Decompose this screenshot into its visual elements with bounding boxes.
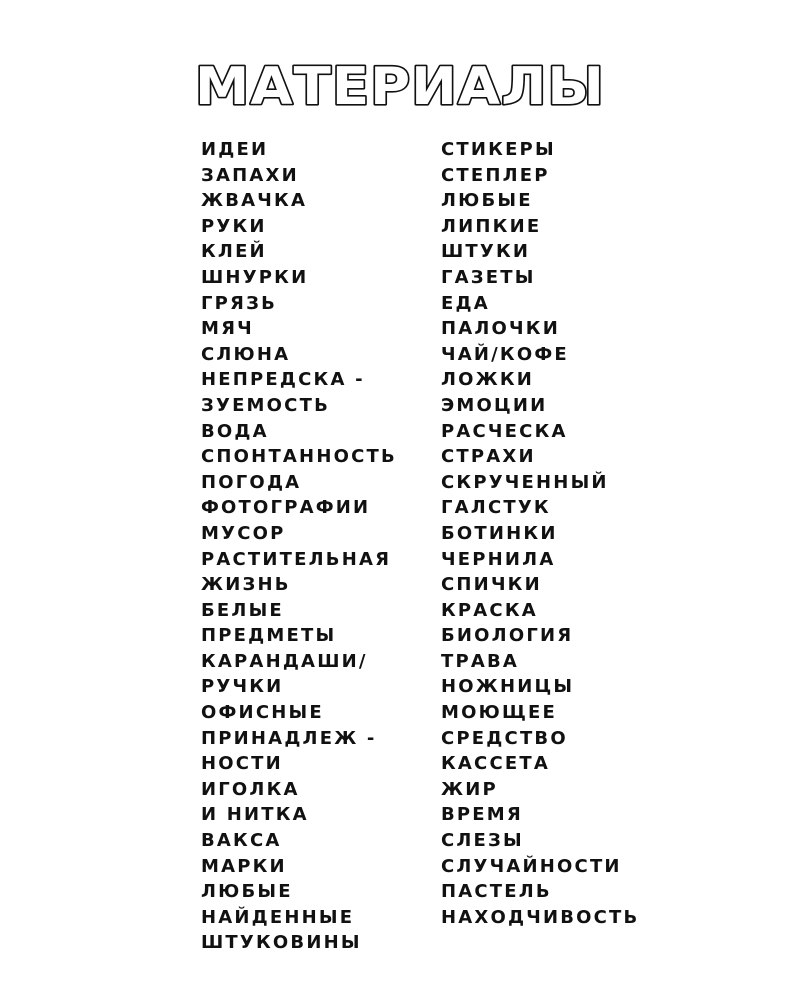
list-item: ШНУРКИ [201, 266, 309, 288]
list-item: СПОНТАННОСТЬ [201, 446, 397, 468]
list-item: КАРАНДАШИ/ [201, 650, 368, 672]
title-block [0, 52, 800, 122]
list-item: НОСТИ [201, 753, 283, 775]
list-item: МУСОР [201, 522, 286, 544]
materials-list-left [201, 137, 436, 956]
list-item: ЖИР [441, 778, 498, 800]
list-item: ИДЕИ [201, 139, 269, 160]
list-item: И НИТКА [201, 804, 309, 826]
list-item: ВАКСА [201, 830, 282, 852]
list-item: НАХОДЧИВОСТЬ [441, 906, 640, 928]
list-item: БИОЛОГИЯ [441, 625, 574, 647]
list-item: ПРИНАДЛЕЖ - [201, 727, 377, 749]
list-item: ГАЛСТУК [441, 497, 551, 519]
list-item: МЯЧ [201, 318, 254, 340]
list-item: ЭМОЦИИ [441, 394, 548, 416]
list-item: МАРКИ [201, 855, 287, 877]
list-item: ЛЮБЫЕ [441, 190, 533, 212]
list-item: СКРУЧЕННЫЙ [441, 471, 609, 493]
list-item: ВРЕМЯ [441, 804, 523, 826]
outlined-title [180, 52, 620, 122]
list-item: ПАЛОЧКИ [441, 318, 560, 340]
list-item: СЛЮНА [201, 343, 291, 365]
list-item: ГРЯЗЬ [201, 292, 278, 314]
list-item: ОФИСНЫЕ [201, 702, 324, 724]
list-item: ФОТОГРАФИИ [201, 497, 371, 519]
list-item: ЛЮБЫЕ [201, 881, 293, 903]
list-item: ЧАЙ/КОФЕ [441, 343, 569, 365]
list-item: РУЧКИ [201, 676, 284, 698]
list-item: КЛЕЙ [201, 241, 267, 263]
list-item: НЕПРЕДСКА - [201, 369, 365, 391]
list-item: РУКИ [201, 215, 267, 237]
list-item: ПРЕДМЕТЫ [201, 625, 337, 647]
list-item: ПОГОДА [201, 471, 302, 493]
list-item: РАСТИТЕЛЬНАЯ [201, 548, 392, 570]
list-item: ЧЕРНИЛА [441, 548, 556, 570]
list-item: НАЙДЕННЫЕ [201, 906, 355, 928]
list-item: ЛОЖКИ [441, 369, 535, 391]
list-item: ЗАПАХИ [201, 164, 299, 186]
materials-list-right [441, 137, 691, 930]
list-item: СТРАХИ [441, 446, 536, 468]
list-item: ШТУКИ [441, 241, 531, 263]
list-item: ЗУЕМОСТЬ [201, 394, 330, 416]
list-item: СТЕПЛЕР [441, 164, 550, 186]
list-item: ПАСТЕЛЬ [441, 881, 552, 903]
list-item: ЖИЗНЬ [201, 574, 291, 596]
list-item: ГАЗЕТЫ [441, 266, 536, 288]
list-item: РАСЧЕСКА [441, 420, 568, 442]
list-item: ИГОЛКА [201, 778, 300, 800]
list-item: ТРАВА [441, 650, 520, 672]
list-item: СЛЕЗЫ [441, 830, 524, 852]
list-item: ЕДА [441, 292, 490, 314]
list-item: НОЖНИЦЫ [441, 676, 575, 698]
list-item: БОТИНКИ [441, 522, 558, 544]
list-item: КРАСКА [441, 599, 538, 621]
list-item: МОЮЩЕЕ [441, 702, 557, 724]
page-title: МАТЕРИАЛЫ [195, 57, 605, 117]
list-item: СТИКЕРЫ [441, 139, 556, 160]
list-item: КАССЕТА [441, 753, 550, 775]
list-item: ЛИПКИЕ [441, 215, 542, 237]
list-item: ШТУКОВИНЫ [201, 932, 362, 954]
list-item: ВОДА [201, 420, 269, 442]
list-item: ЖВАЧКА [201, 190, 308, 212]
list-item: БЕЛЫЕ [201, 599, 284, 621]
list-item: СЛУЧАЙНОСТИ [441, 855, 622, 877]
list-item: СПИЧКИ [441, 574, 542, 596]
list-item: СРЕДСТВО [441, 727, 568, 749]
